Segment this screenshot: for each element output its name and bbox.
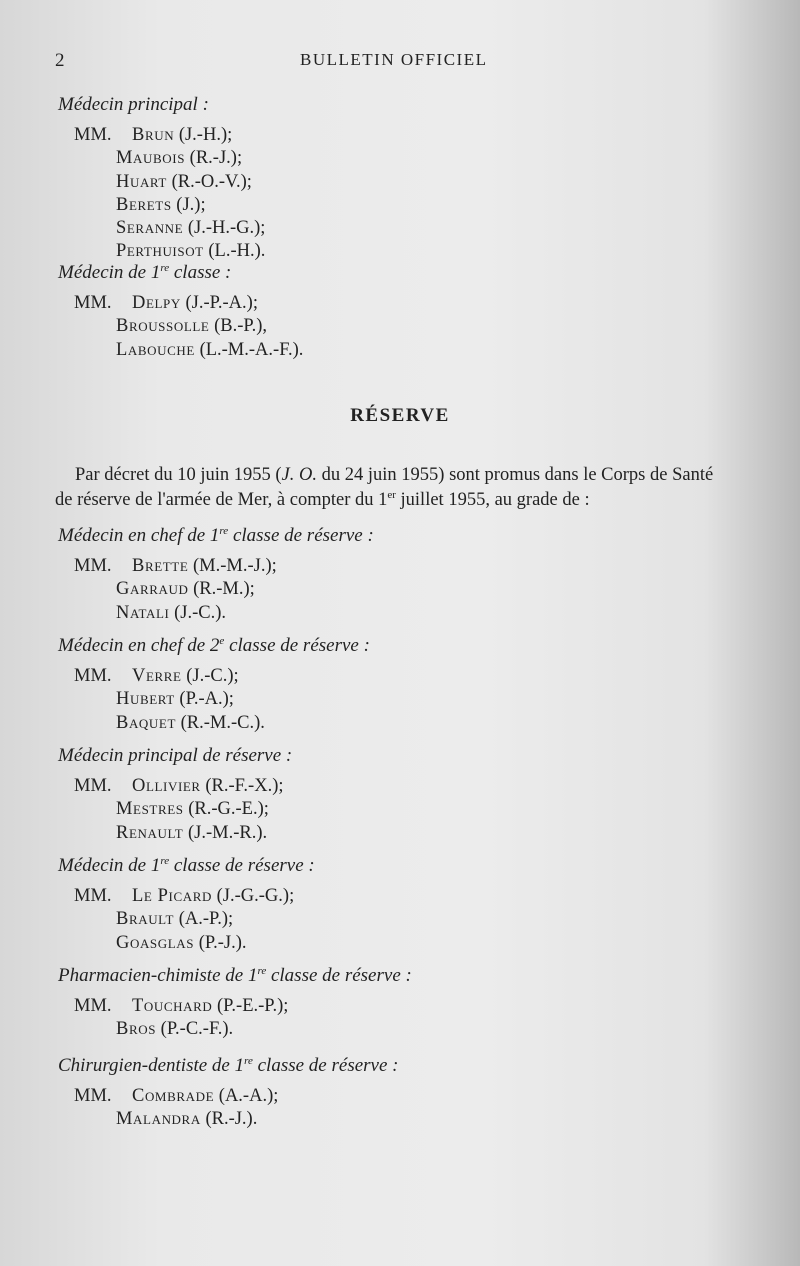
name-list <box>58 665 758 735</box>
name-list <box>58 124 758 264</box>
list-item: Perthuisot (L.-H.). <box>116 241 266 262</box>
grade-title: Médecin de 1re classe : <box>58 262 232 283</box>
list-item: Goasglas (P.-J.). <box>116 932 247 953</box>
list-item: Berets (J.); <box>116 194 206 215</box>
page-number: 2 <box>55 50 65 71</box>
name-list <box>58 292 758 362</box>
list-item: Renault (J.-M.-R.). <box>116 822 268 843</box>
grade-section <box>58 92 758 264</box>
grade-section <box>58 853 758 955</box>
name-list <box>58 885 758 955</box>
list-item: MM. Brun (J.-H.); <box>74 125 233 145</box>
page-header <box>55 50 755 74</box>
grade-section <box>58 260 758 362</box>
list-item: MM. Combrade (A.-A.); <box>74 1086 279 1106</box>
list-item: Seranne (J.-H.-G.); <box>116 218 266 239</box>
list-item: Labouche (L.-M.-A.-F.). <box>116 339 304 360</box>
list-item: Bros (P.-C.-F.). <box>116 1019 234 1040</box>
grade-title: Médecin en chef de 2e classe de réserve : <box>58 635 370 656</box>
list-item: Garraud (R.-M.); <box>116 579 255 600</box>
grade-title: Médecin de 1re classe de réserve : <box>58 855 315 876</box>
grade-section <box>58 633 758 735</box>
grade-title: Médecin en chef de 1re classe de réserve : <box>58 525 374 546</box>
grade-title: Médecin principal de réserve : <box>58 745 293 766</box>
list-item: Brault (A.-P.); <box>116 909 234 930</box>
list-item: Huart (R.-O.-V.); <box>116 171 252 192</box>
list-item: MM. Brette (M.-M.-J.); <box>74 556 277 576</box>
list-item: MM. Delpy (J.-P.-A.); <box>74 293 258 313</box>
list-item: Malandra (R.-J.). <box>116 1109 258 1130</box>
reserve-heading: RÉSERVE <box>350 405 450 426</box>
running-title: BULLETIN OFFICIEL <box>300 50 488 69</box>
decree-paragraph: Par décret du 10 juin 1955 (J. O. du 24 juin 1955) sont promus dans le Corps de Santé de réserve de l'armée de Mer, à compter du 1er juillet 1955, au grade de : <box>55 465 714 510</box>
name-list <box>58 995 758 1042</box>
grade-title: Médecin principal : <box>58 94 209 115</box>
grade-section <box>58 963 758 1042</box>
grade-section <box>58 1053 758 1132</box>
name-list <box>58 775 758 845</box>
list-item: MM. Ollivier (R.-F.-X.); <box>74 776 284 796</box>
grade-title: Pharmacien-chimiste de 1re classe de réserve : <box>58 965 412 986</box>
list-item: Broussolle (B.-P.), <box>116 316 268 337</box>
grade-title: Chirurgien-dentiste de 1re classe de réserve : <box>58 1055 399 1076</box>
list-item: MM. Verre (J.-C.); <box>74 666 239 686</box>
list-item: Hubert (P.-A.); <box>116 689 234 710</box>
list-item: MM. Touchard (P.-E.-P.); <box>74 996 289 1016</box>
name-list <box>58 1085 758 1132</box>
grade-section <box>58 743 758 845</box>
list-item: MM. Le Picard (J.-G.-G.); <box>74 886 295 906</box>
list-item: Natali (J.-C.). <box>116 602 226 623</box>
grade-section <box>58 523 758 625</box>
list-item: Baquet (R.-M.-C.). <box>116 712 265 733</box>
list-item: Mestres (R.-G.-E.); <box>116 799 269 820</box>
list-item: Maubois (R.-J.); <box>116 148 243 169</box>
name-list <box>58 555 758 625</box>
